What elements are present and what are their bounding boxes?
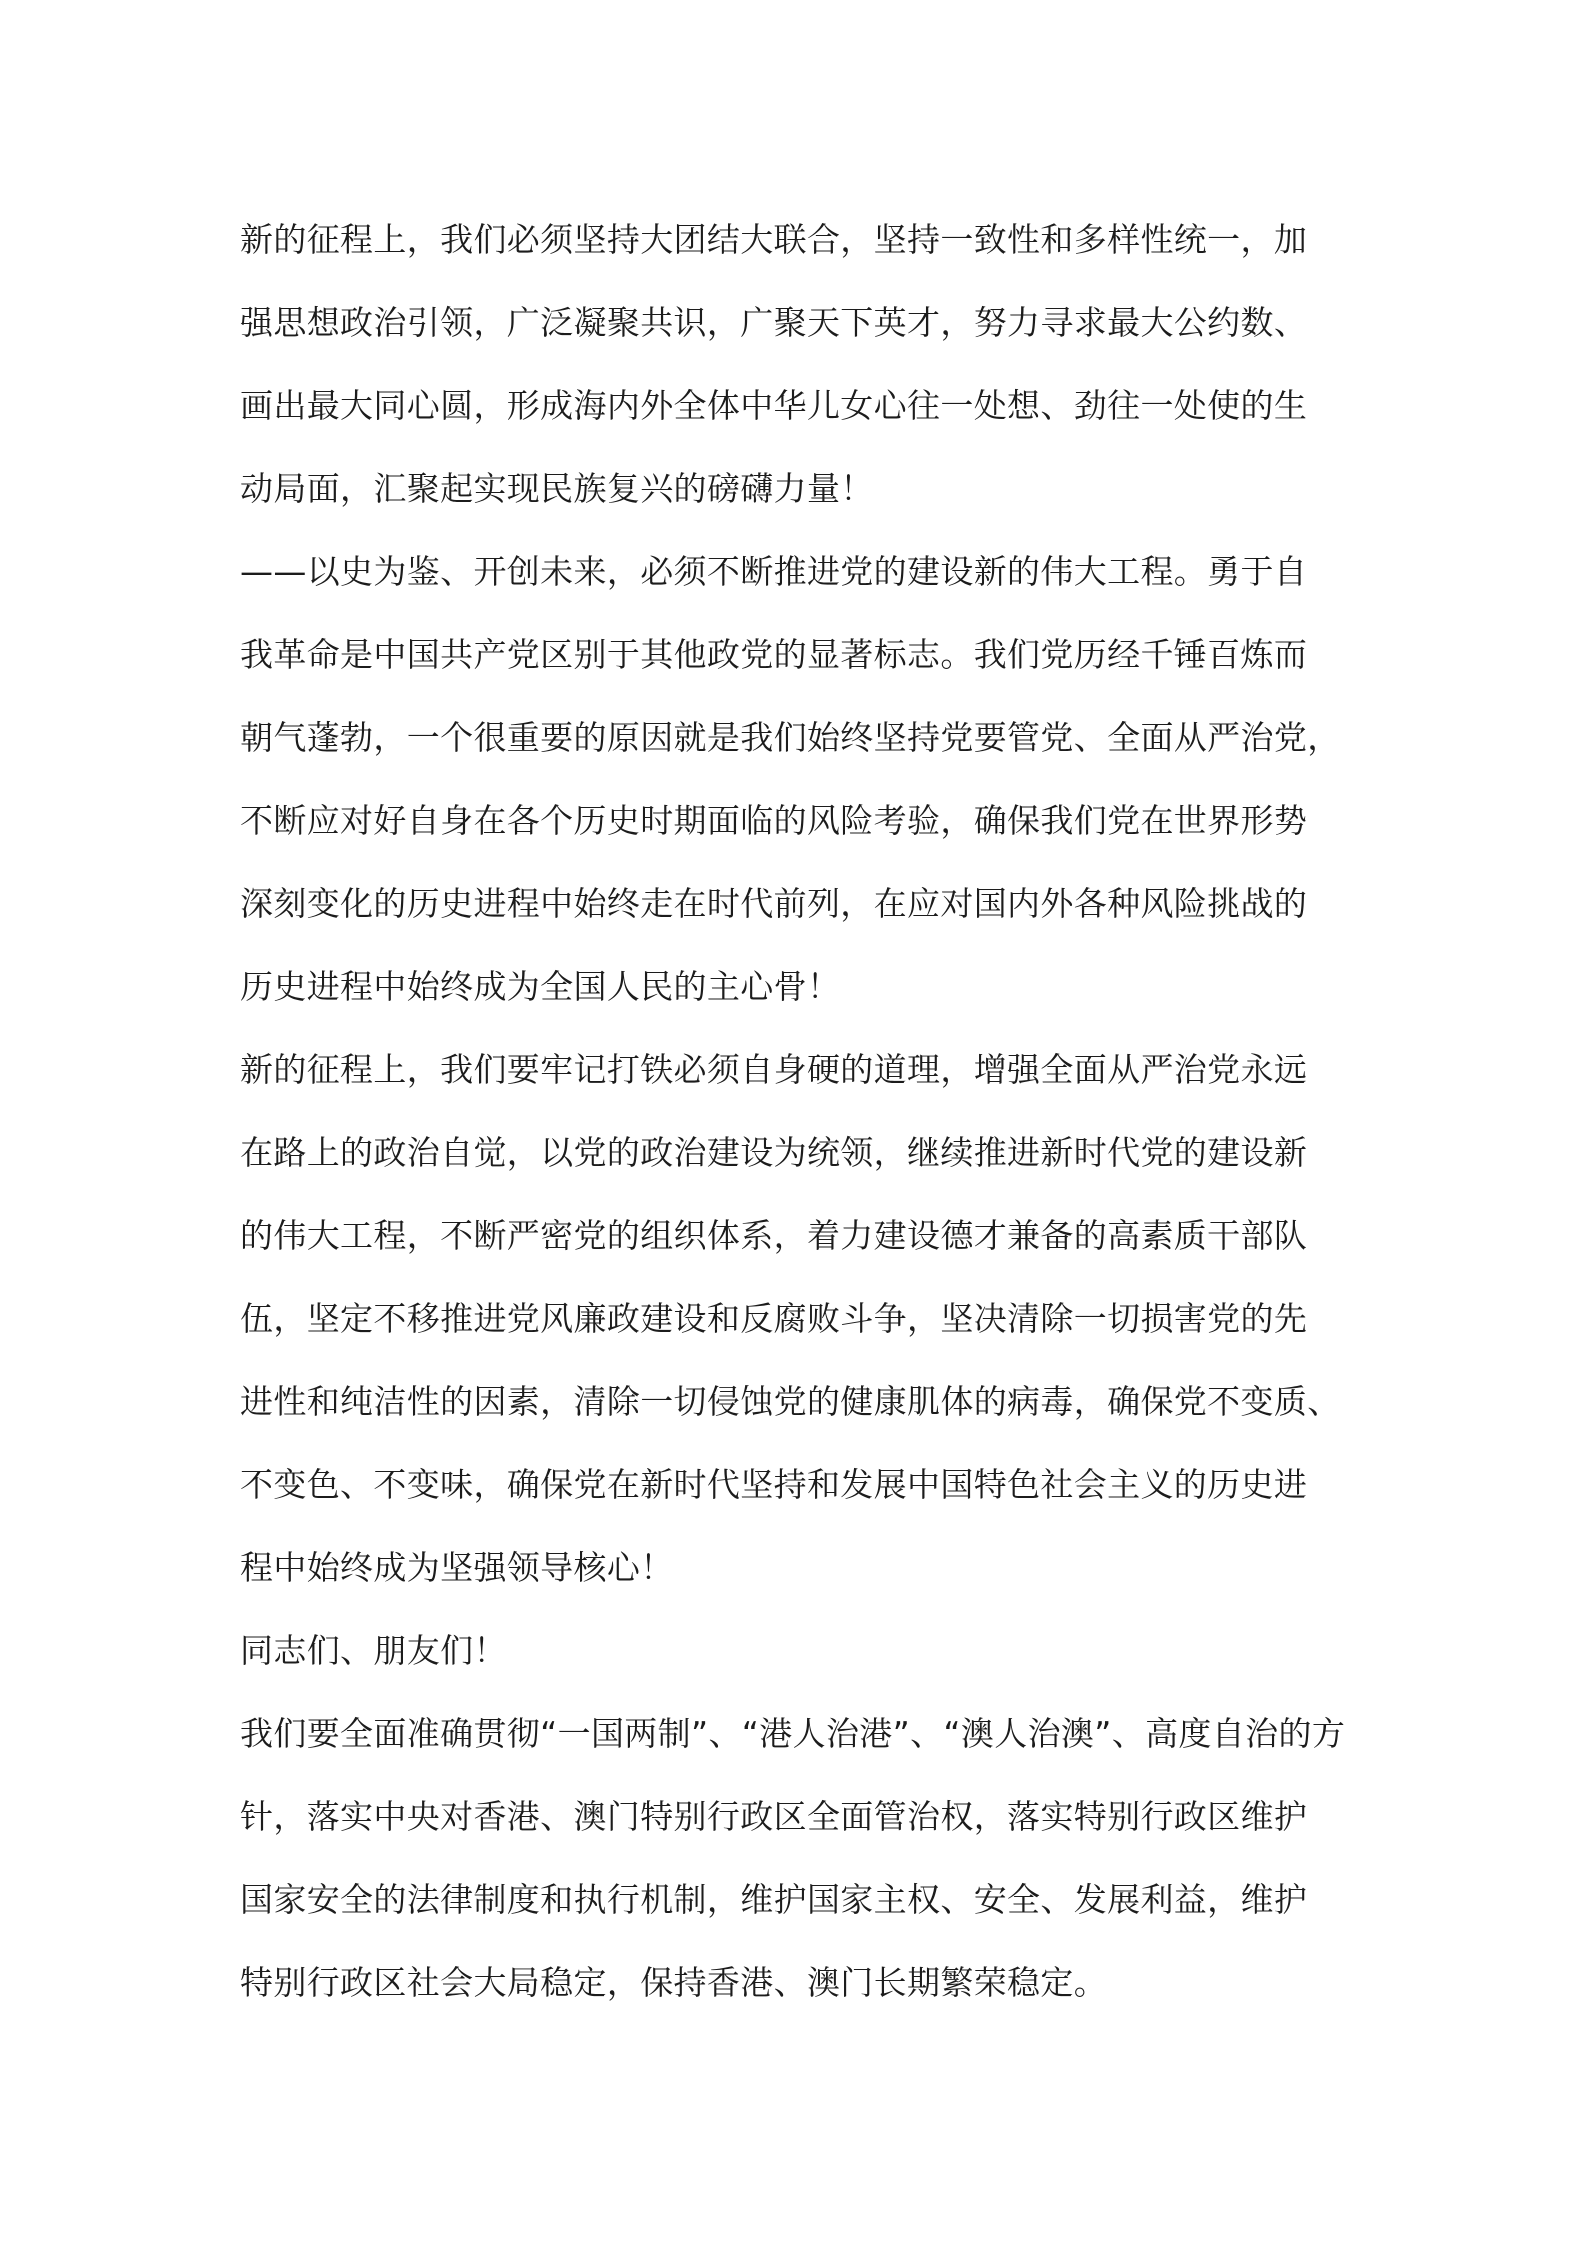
text-line: 历史进程中始终成为全国人民的主心骨！ (240, 967, 841, 1006)
text-line: 程中始终成为坚强领导核心！ (240, 1548, 674, 1587)
text-line: 不断应对好自身在各个历史时期面临的风险考验，确保我们党在世界形势 (240, 801, 1308, 840)
text-line: 的伟大工程，不断严密党的组织体系，着力建设德才兼备的高素质干部队 (240, 1216, 1308, 1255)
text-line: 国家安全的法律制度和执行机制，维护国家主权、安全、发展利益，维护 (240, 1880, 1308, 1919)
document-body (240, 198, 1350, 2024)
text-line: 朝气蓬勃，一个很重要的原因就是我们始终坚持党要管党、全面从严治党， (240, 718, 1341, 757)
text-line: 新的征程上，我们要牢记打铁必须自身硬的道理，增强全面从严治党永远 (240, 1050, 1308, 1089)
text-line: 特别行政区社会大局稳定，保持香港、澳门长期繁荣稳定。 (240, 1963, 1108, 2002)
text-line: 伍，坚定不移推进党风廉政建设和反腐败斗争，坚决清除一切损害党的先 (240, 1299, 1308, 1338)
text-line: 深刻变化的历史进程中始终走在时代前列，在应对国内外各种风险挑战的 (240, 884, 1308, 923)
text-line: 针，落实中央对香港、澳门特别行政区全面管治权，落实特别行政区维护 (240, 1797, 1308, 1836)
text-line: 强思想政治引领，广泛凝聚共识，广聚天下英才，努力寻求最大公约数、 (240, 303, 1308, 342)
text-line: ——以史为鉴、开创未来，必须不断推进党的建设新的伟大工程。勇于自 (240, 552, 1308, 591)
text-line: 同志们、朋友们！ (240, 1631, 507, 1670)
text-line: 我们要全面准确贯彻“一国两制”、“港人治港”、“澳人治澳”、高度自治的方 (240, 1714, 1346, 1753)
text-line: 新的征程上，我们必须坚持大团结大联合，坚持一致性和多样性统一，加 (240, 220, 1308, 259)
text-line: 我革命是中国共产党区别于其他政党的显著标志。我们党历经千锤百炼而 (240, 635, 1308, 674)
text-line: 动局面，汇聚起实现民族复兴的磅礴力量！ (240, 469, 874, 508)
text-line: 进性和纯洁性的因素，清除一切侵蚀党的健康肌体的病毒，确保党不变质、 (240, 1382, 1341, 1421)
text-line: 不变色、不变味，确保党在新时代坚持和发展中国特色社会主义的历史进 (240, 1465, 1308, 1504)
text-line: 画出最大同心圆，形成海内外全体中华儿女心往一处想、劲往一处使的生 (240, 386, 1308, 425)
text-line: 在路上的政治自觉，以党的政治建设为统领，继续推进新时代党的建设新 (240, 1133, 1308, 1172)
